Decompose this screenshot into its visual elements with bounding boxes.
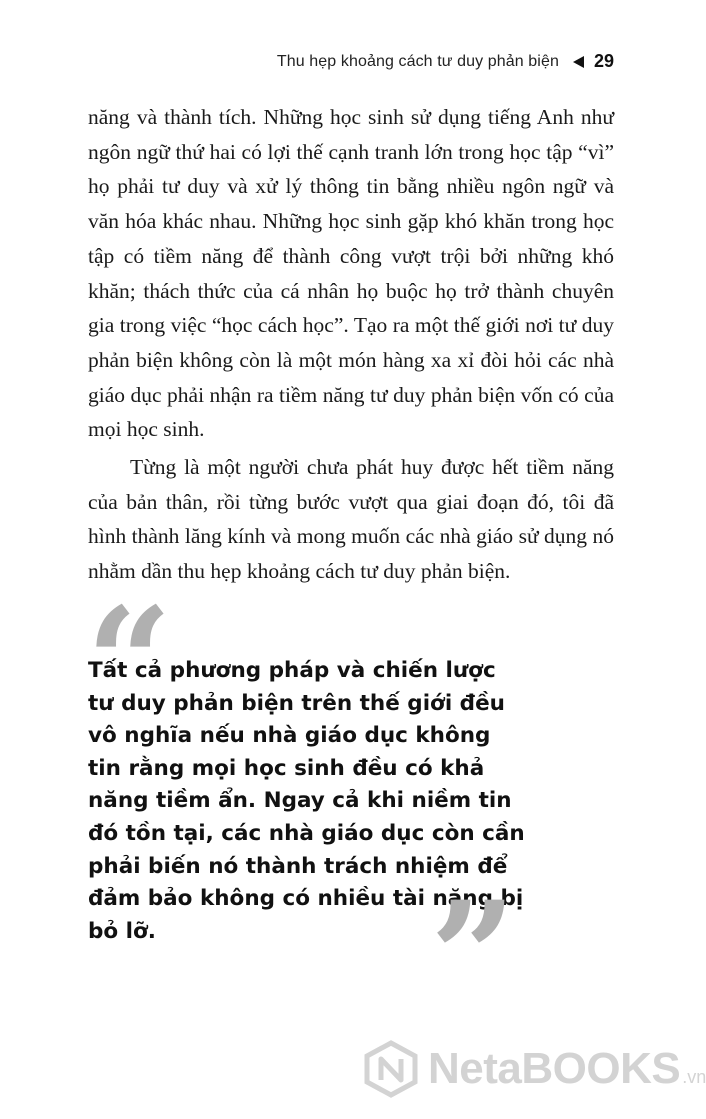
open-quote-icon: “ [86,575,165,751]
netabooks-logo-icon [362,1040,420,1098]
body-text [88,100,614,589]
pull-quote: Tất cả phương pháp và chiến lược tư duy phản biện trên thế giới đều vô nghĩa nếu nhà giáo dục không tin rằng mọi học sinh đều có khả năng tiềm ẩn. Ngay cả khi niềm tin đó tồn tại, các nhà giáo dục còn cần phải biến nó thành trách nhiệm để đảm bảo không có nhiều tài năng bị bỏ lỡ. [88,658,525,944]
watermark-suffix: .vn [682,1066,706,1087]
watermark-brand: NetaBOOKS [428,1044,681,1093]
page-number: 29 [593,51,614,71]
close-quote-icon: ” [430,869,509,1045]
running-title: Thu hẹp khoảng cách tư duy phản biện [276,52,559,70]
running-head [277,51,614,72]
arrow-left-icon [573,56,584,68]
watermark [362,1040,706,1098]
paragraph: Từng là một người chưa phát huy được hết tiềm năng của bản thân, rồi từng bước vượt qua giai đoạn đó, tôi đã hình thành lăng kính và mong muốn các nhà giáo sử dụng nó nhằm dần thu hẹp khoảng cách tư duy phản biện. [88,455,614,584]
paragraph: năng và thành tích. Những học sinh sử dụng tiếng Anh như ngôn ngữ thứ hai có lợi thế cạnh tranh lớn trong học tập “vì” họ phải tư duy và xử lý thông tin bằng nhiều ngôn ngữ và văn hóa khác nhau. Những học sinh gặp khó khăn trong học tập có tiềm năng để thành công vượt trội bởi những khó khăn; thách thức của cá nhân họ buộc họ trở thành chuyên gia trong việc “học cách học”. Tạo ra một thế giới nơi tư duy phản biện không còn là một món hàng xa xỉ đòi hỏi các nhà giáo dục phải nhận ra tiềm năng tư duy phản biện vốn có của mọi học sinh. [88,105,614,442]
